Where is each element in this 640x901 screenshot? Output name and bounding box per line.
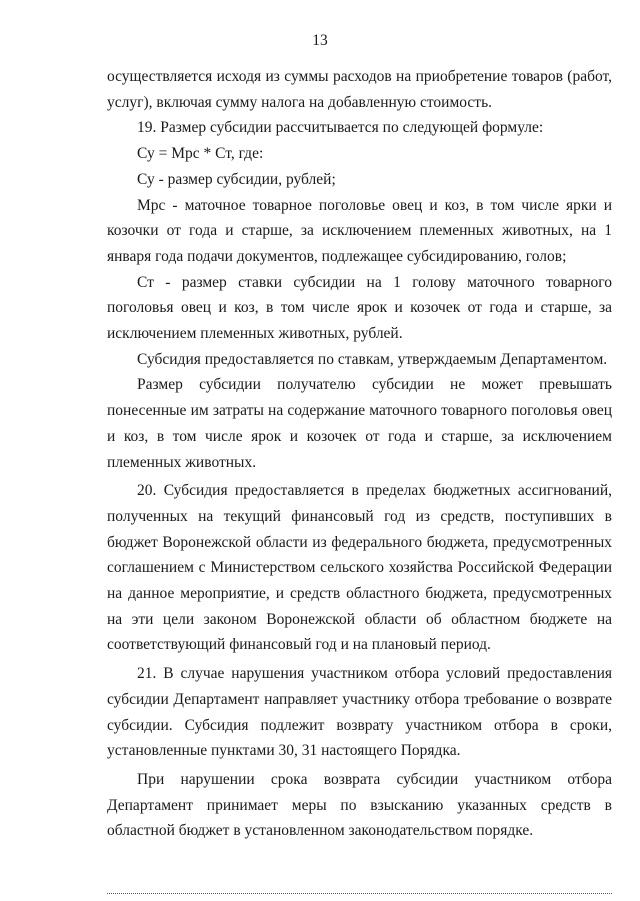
paragraph-recovery: При нарушении срока возврата субсидии участником отбора Департамент принимает меры по взысканию указанных средств в областной бюджет в установленном законодательством порядке.: [107, 770, 612, 840]
paragraph-item-21: 21. В случае нарушения участником отбора условий предоставления субсидии Департамент направляет участнику отбора требование о возврате субсидии. Субсидия подлежит возврату участником отбора в сроки, установленные пунктами 30, 31 настоящего Порядка.: [107, 665, 612, 760]
paragraph-rates: Субсидия предоставляется по ставкам, утверждаемым Департаментом.: [137, 350, 608, 368]
document-body: [107, 64, 612, 844]
paragraph-definition-su: Су - размер субсидии, рублей;: [137, 170, 336, 188]
bottom-divider: [107, 893, 612, 894]
paragraph-formula: Су = Мрс * Ст, где:: [137, 145, 264, 163]
paragraph-limit: Размер субсидии получателю субсидии не может превышать понесенные им затраты на содержание маточного товарного поголовья овец и коз, в том числе ярок и козочек от года и старше, за исключением племенных животных.: [107, 376, 612, 471]
paragraph-item-20: 20. Субсидия предоставляется в пределах бюджетных ассигнований, полученных на текущий финансовый год из средств, поступивших в бюджет Воронежской области из федерального бюджета, предусмотренных соглашением с Министерством сельского хозяйства Российской Федерации на данное мероприятие, и средств областного бюджета, предусмотренных на эти цели законом Воронежской области об областном бюджете на соответствующий финансовый год и на плановый период.: [107, 482, 612, 654]
paragraph-item-19: 19. Размер субсидии рассчитывается по следующей формуле:: [137, 119, 544, 137]
paragraph-definition-st: Ст - размер ставки субсидии на 1 голову маточного товарного поголовья овец и коз, в том числе ярок и козочек от года и старше, за исключением племенных животных, рублей.: [107, 273, 612, 343]
page-number: 13: [312, 32, 328, 49]
paragraph-definition-mrs: Мрс - маточное товарное поголовье овец и коз, в том числе ярки и козочки от года и старше, за исключением племенных животных, на 1 января года подачи документов, подлежащее субсидированию, голов;: [107, 196, 612, 265]
paragraph-continuation: осуществляется исходя из суммы расходов на приобретение товаров (работ, услуг), включая сумму налога на добавленную стоимость.: [107, 68, 612, 111]
